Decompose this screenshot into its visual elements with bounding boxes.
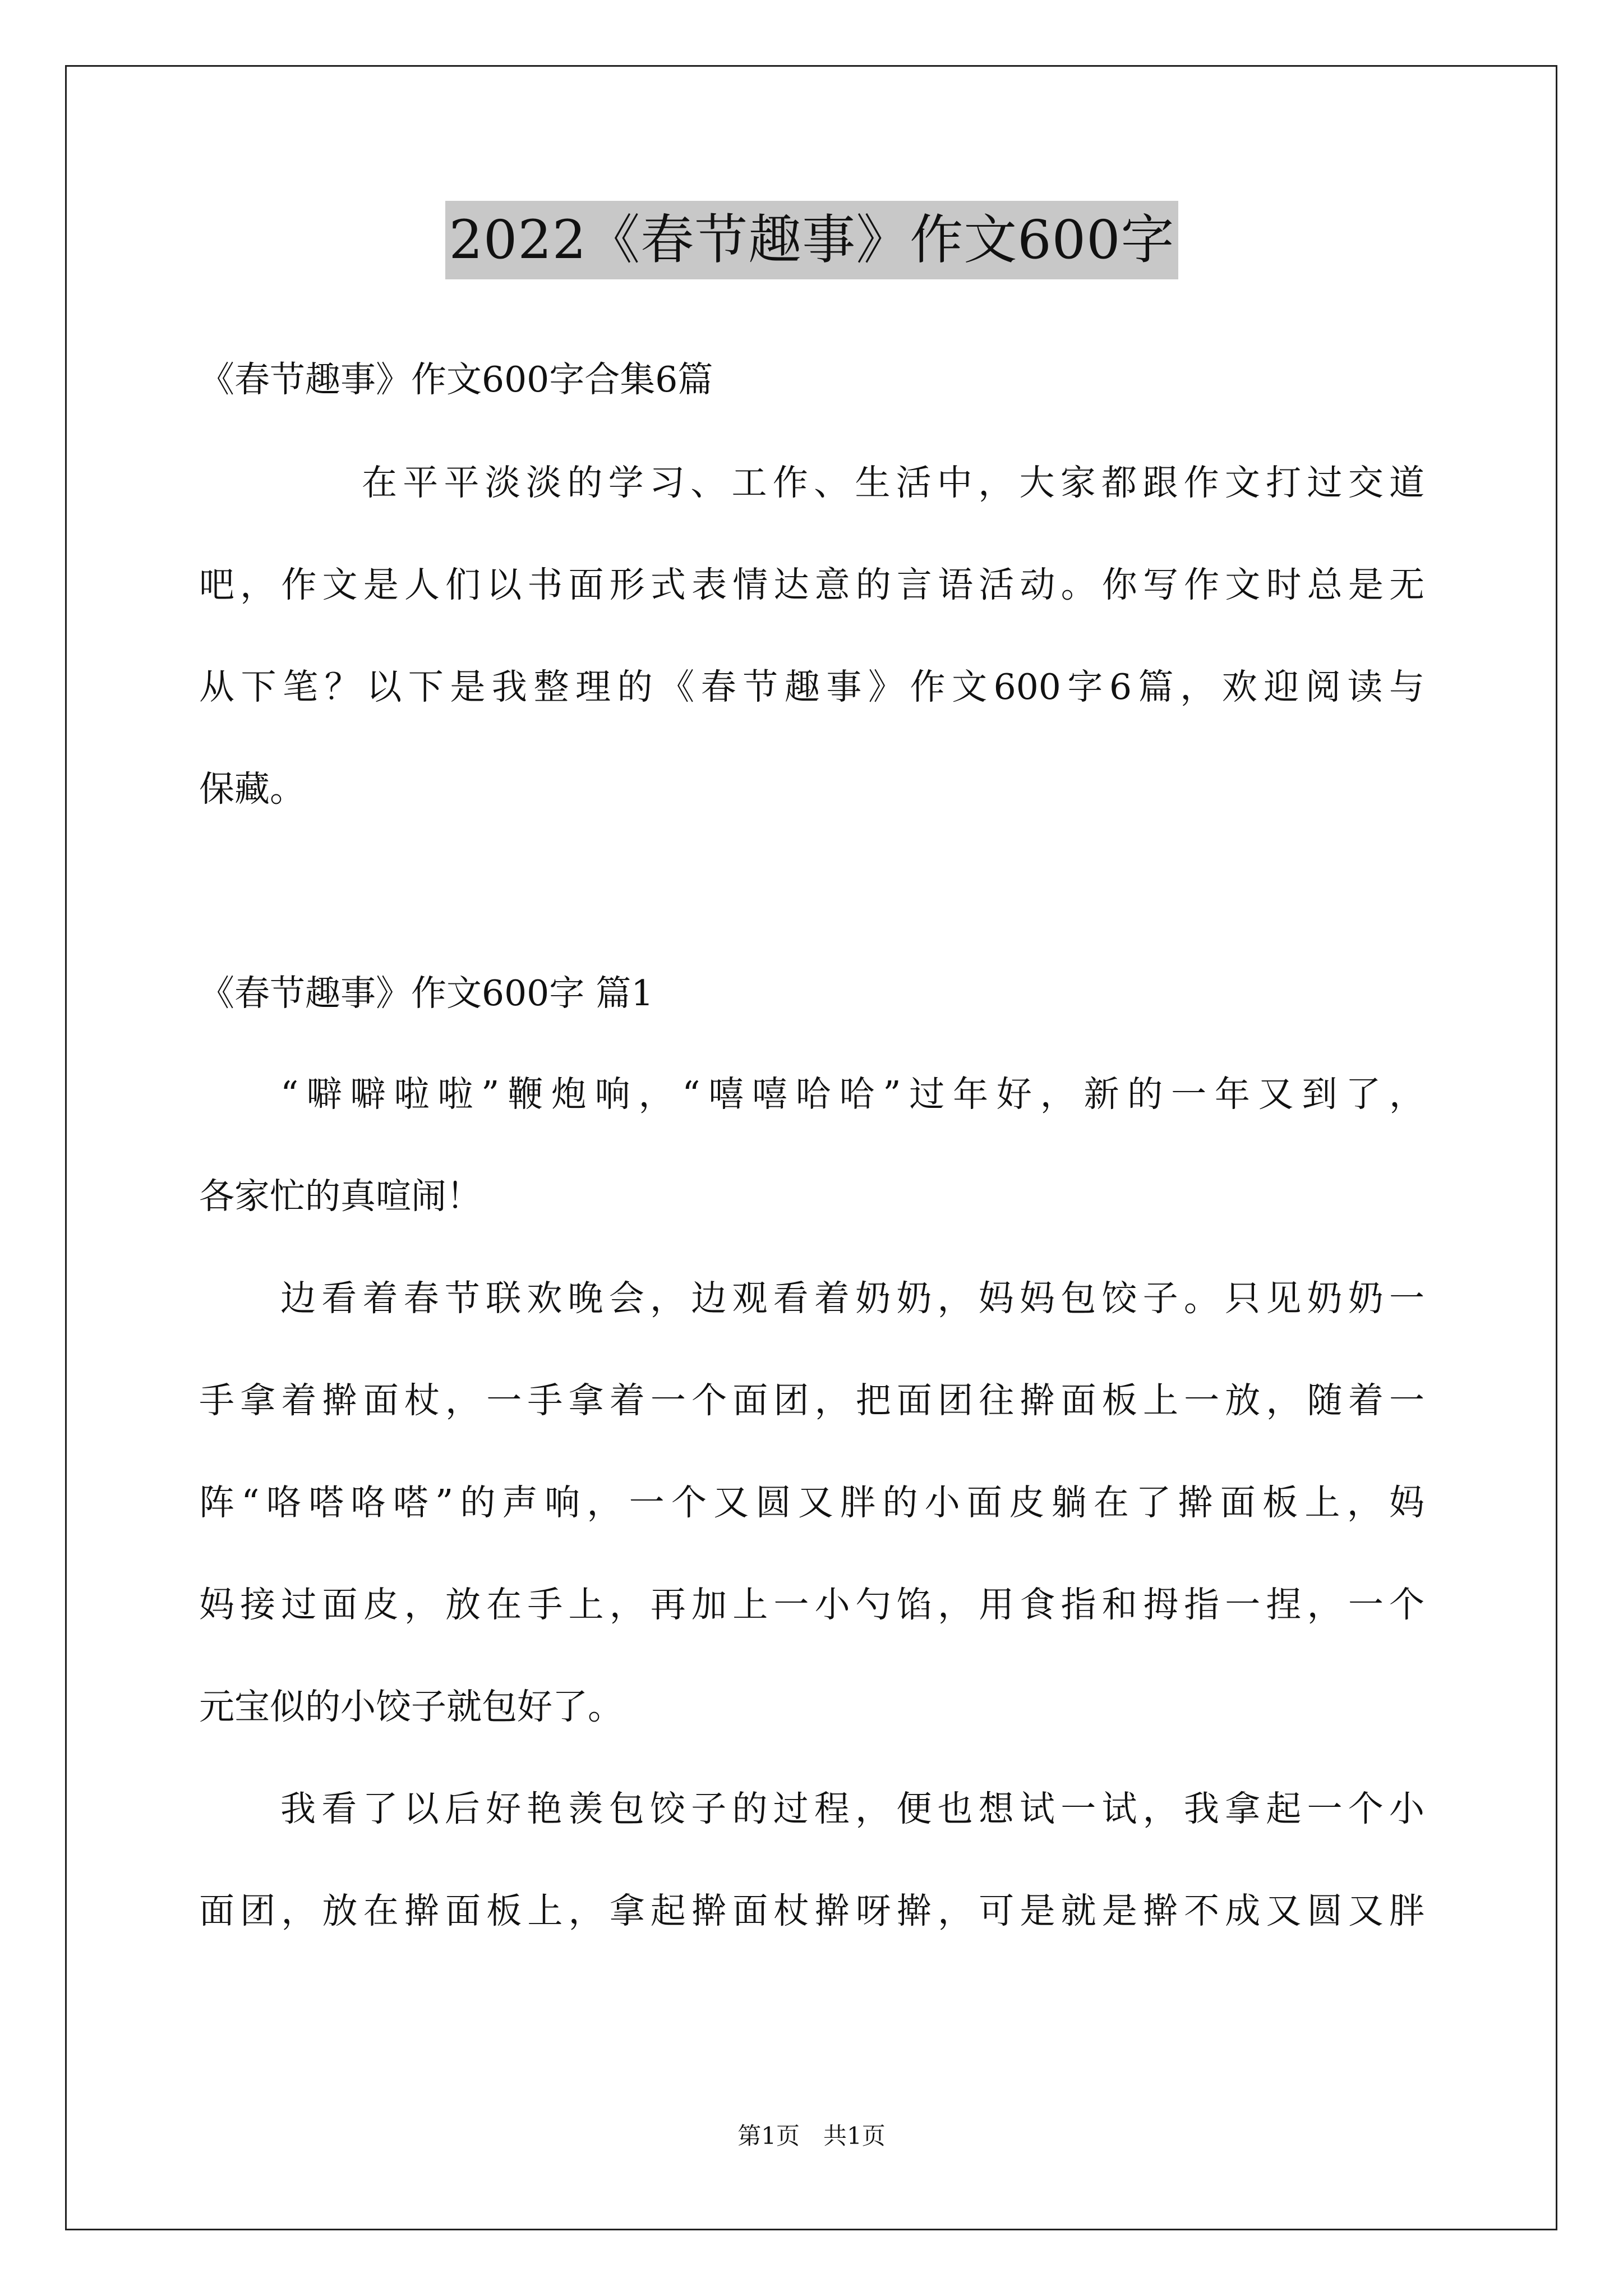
intro-line: 在平平淡淡的学习、工作、生活中，大家都跟作文打过交道 [362,462,1424,503]
paragraph-line: 各家忙的真喧闹！ [199,1176,482,1217]
paragraph-line: 阵“咯嗒咯嗒”的声响，一个又圆又胖的小面皮躺在了擀面板上，妈 [199,1482,1424,1523]
paragraph-line: 元宝似的小饺子就包好了。 [199,1686,623,1727]
intro-line: 保藏。 [199,769,305,809]
paragraph-line: 手拿着擀面杖，一手拿着一个面团，把面团往擀面板上一放，随着一 [199,1380,1424,1421]
paragraph-line: 边看着春节联欢晚会，边观看着奶奶，妈妈包饺子。只见奶奶一 [280,1278,1424,1319]
subtitle: 《春节趣事》作文600字合集6篇 [199,359,713,400]
paragraph-line: 妈接过面皮，放在手上，再加上一小勺馅，用食指和拇指一捏，一个 [199,1584,1424,1625]
page-footer: 第1页 共1页 [737,2122,886,2150]
section-heading: 《春节趣事》作文600字 篇1 [199,973,654,1014]
intro-line: 从下笔？以下是我整理的《春节趣事》作文600字6篇，欢迎阅读与 [199,666,1424,707]
paragraph-line: 我看了以后好艳羡包饺子的过程，便也想试一试，我拿起一个小 [280,1788,1424,1829]
intro-line: 吧，作文是人们以书面形式表情达意的言语活动。你写作文时总是无 [199,564,1424,605]
title-container [199,201,1424,279]
paragraph-line: “噼噼啦啦”鞭炮响，“嘻嘻哈哈”过年好，新的一年又到了， [280,1074,1424,1115]
document-title: 2022《春节趣事》作文600字 [445,201,1178,279]
paragraph-line: 面团，放在擀面板上，拿起擀面杖擀呀擀，可是就是擀不成又圆又胖 [199,1890,1424,1931]
